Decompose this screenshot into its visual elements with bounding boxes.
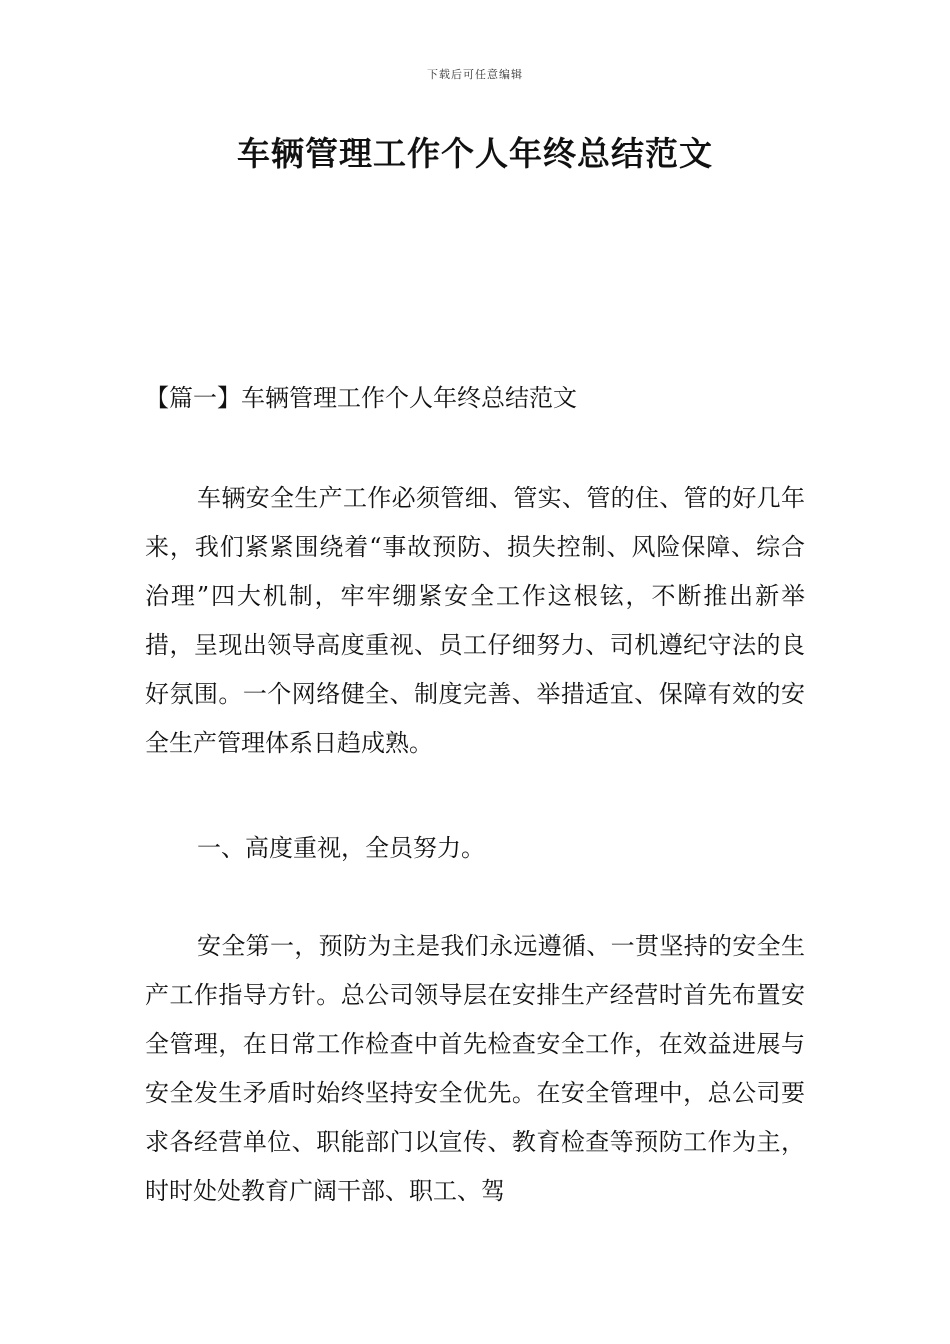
section-heading: 【篇一】车辆管理工作个人年终总结范文 [145,384,577,412]
header-note: 下载后可任意编辑 [427,68,523,81]
sub-heading-1: 一、高度重视，全员努力。 [197,834,485,862]
paragraph-safety-first: 安全第一，预防为主是我们永远遵循、一贯坚持的安全生产工作指导方针。总公司领导层在安排生产经营时首先布置安全管理，在日常工作检查中首先检查安全工作，在效益进展与安全发生矛盾时始终坚持安全优先。在安全管理中，总公司要求各经营单位、职能部门以宣传、教育检查等预防工作为主，时时处处教育广阔干部、职工、驾 [145,932,805,1205]
paragraph-intro: 车辆安全生产工作必须管细、管实、管的住、管的好几年来，我们紧紧围绕着“事故预防、损失控制、风险保障、综合治理”四大机制，牢牢绷紧安全工作这根铉，不断推出新举措，呈现出领导高度重视、员工仔细努力、司机遵纪守法的良好氛围。一个网络健全、制度完善、举措适宜、保障有效的安全生产管理体系日趋成熟。 [145,484,805,757]
document-title: 车辆管理工作个人年终总结范文 [237,134,713,173]
